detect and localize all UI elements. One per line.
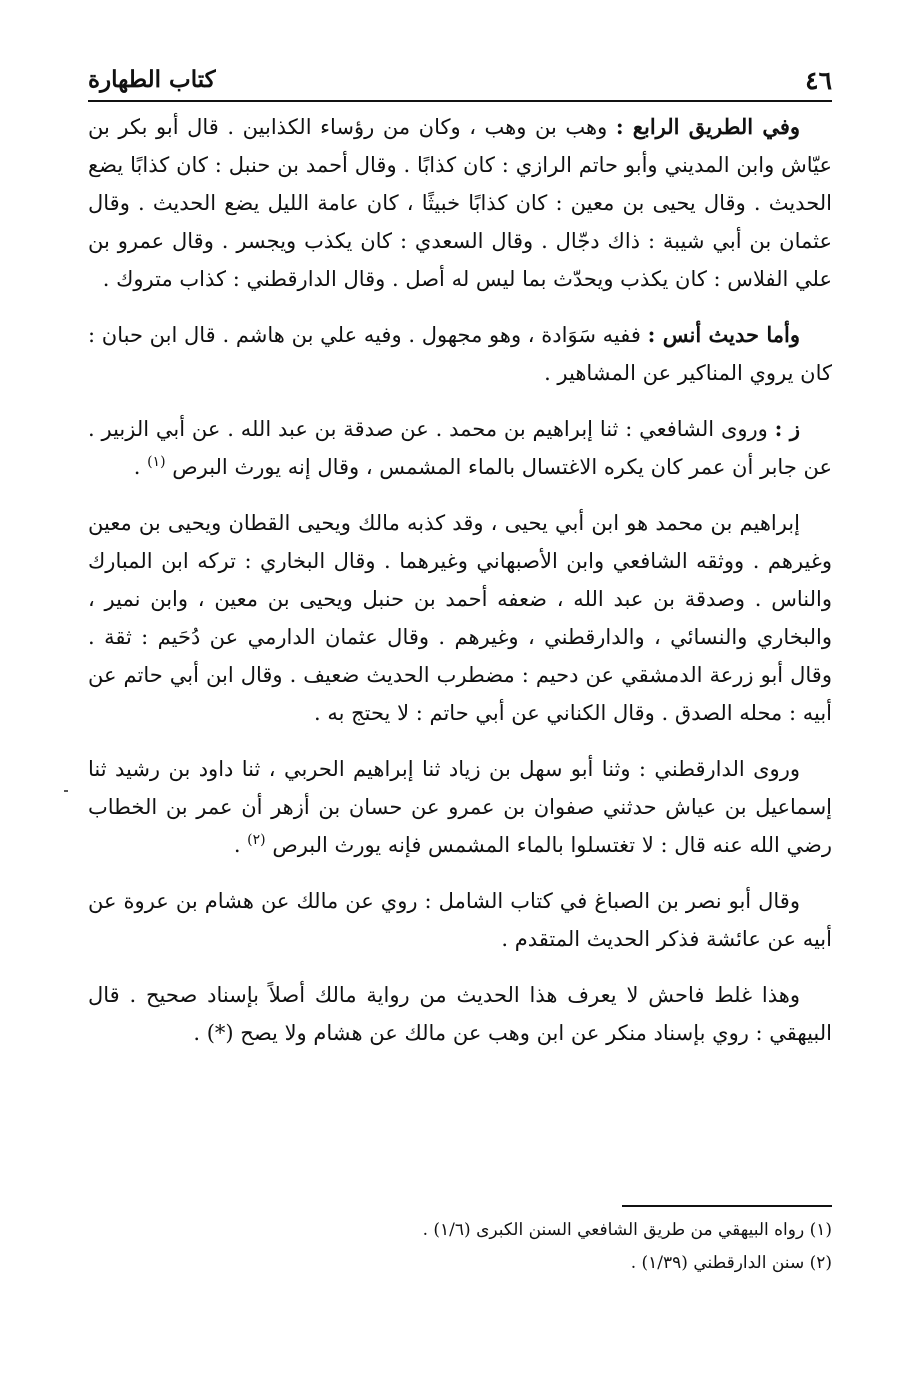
footnote-1: (١) رواه البيهقي من طريق الشافعي السنن الكبرى (١/٦) . — [422, 1220, 832, 1240]
paragraph-ibn-sabbagh — [88, 882, 832, 958]
paragraph-text: وهذا غلط فاحش لا يعرف هذا الحديث من رواية مالك أصلاً بإسناد صحيح . قال البيهقي : روي بإسناد منكر عن ابن وهب عن مالك عن هشام ولا يصح (*) . — [88, 983, 832, 1045]
paragraph-ibrahim — [88, 504, 832, 732]
footnote-ref-2[interactable]: (٢) — [247, 832, 266, 848]
paragraph-end: . — [233, 833, 248, 857]
paragraph-anas-hadith — [88, 316, 832, 392]
paragraph-lead: وأما حديث أنس : — [647, 322, 800, 347]
page-number: ٤٦ — [805, 66, 832, 95]
footnote-2: (٢) سنن الدارقطني (١/٣٩) . — [630, 1253, 832, 1273]
main-text — [88, 108, 832, 1070]
paragraph-shafii-narration — [88, 410, 832, 486]
paragraph-text: وهب بن وهب ، وكان من رؤساء الكذابين . قال أبو بكر بن عيّاش وابن المديني وأبو حاتم الرازي : كان كذابًا . وقال أحمد بن حنبل : كان كذابًا يضع الحديث . وقال يحيى بن معين : كان كذابًا خبيثًا ، كان عامة الليل يضع الحديث . وقال عثمان بن أبي شيبة : ذاك دجّال . وقال السعدي : كان يكذب ويجسر . وقال عمرو بن علي الفلاس : كان يكذب ويحدّث بما ليس له أصل . وقال الدارقطني : كذاب متروك . — [88, 115, 832, 291]
paragraph-lead: ز : — [774, 416, 800, 441]
footnote-ref-1[interactable]: (١) — [147, 454, 166, 470]
paragraph-error-note — [88, 976, 832, 1052]
header-rule — [88, 100, 832, 102]
page-header — [88, 62, 832, 102]
paragraph-daraqutni-narration — [88, 750, 832, 864]
footnote-rule — [622, 1205, 832, 1207]
scan-mark — [64, 790, 68, 792]
running-title: كتاب الطهارة — [88, 66, 216, 93]
paragraph-lead: وفي الطريق الرابع : — [615, 114, 800, 139]
paragraph-text: وقال أبو نصر بن الصباغ في كتاب الشامل : روي عن مالك عن هشام بن عروة عن أبيه عن عائشة فذكر الحديث المتقدم . — [88, 889, 832, 951]
footnotes — [132, 1214, 832, 1280]
paragraph-text: وروى الدارقطني : وثنا أبو سهل بن زياد ثنا إبراهيم الحربي ، ثنا داود بن رشيد ثنا إسماعيل بن عياش حدثني صفوان بن عمرو عن حسان بن أزهر أن عمر بن الخطاب رضي الله عنه قال : لا تغتسلوا بالماء المشمس فإنه يورث البرص — [88, 757, 832, 857]
paragraph-fourth-route — [88, 108, 832, 298]
paragraph-end: . — [133, 455, 148, 479]
paragraph-text: إبراهيم بن محمد هو ابن أبي يحيى ، وقد كذبه مالك ويحيى القطان ويحيى بن معين وغيرهم . ووثقه الشافعي وابن الأصبهاني وغيرهما . وقال البخاري : تركه ابن المبارك والناس . وصدقة بن عبد الله ، ضعفه أحمد بن حنبل ويحيى بن معين ، وابن نمير ، والبخاري والنسائي ، والدارقطني ، وغيرهم . وقال عثمان الدارمي عن دُحَيم : ثقة . وقال أبو زرعة الدمشقي عن دحيم : مضطرب الحديث ضعيف . وقال ابن أبي حاتم عن أبيه : محله الصدق . وقال الكناني عن أبي حاتم : لا يحتج به . — [88, 511, 832, 725]
paragraph-text: ففيه سَوَادة ، وهو مجهول . وفيه علي بن هاشم . قال ابن حبان : كان يروي المناكير عن المشاهير . — [88, 323, 832, 385]
paragraph-text: وروى الشافعي : ثنا إبراهيم بن محمد . عن صدقة بن عبد الله . عن أبي الزبير . عن جابر أن عمر كان يكره الاغتسال بالماء المشمس ، وقال إنه يورث البرص — [88, 417, 832, 479]
